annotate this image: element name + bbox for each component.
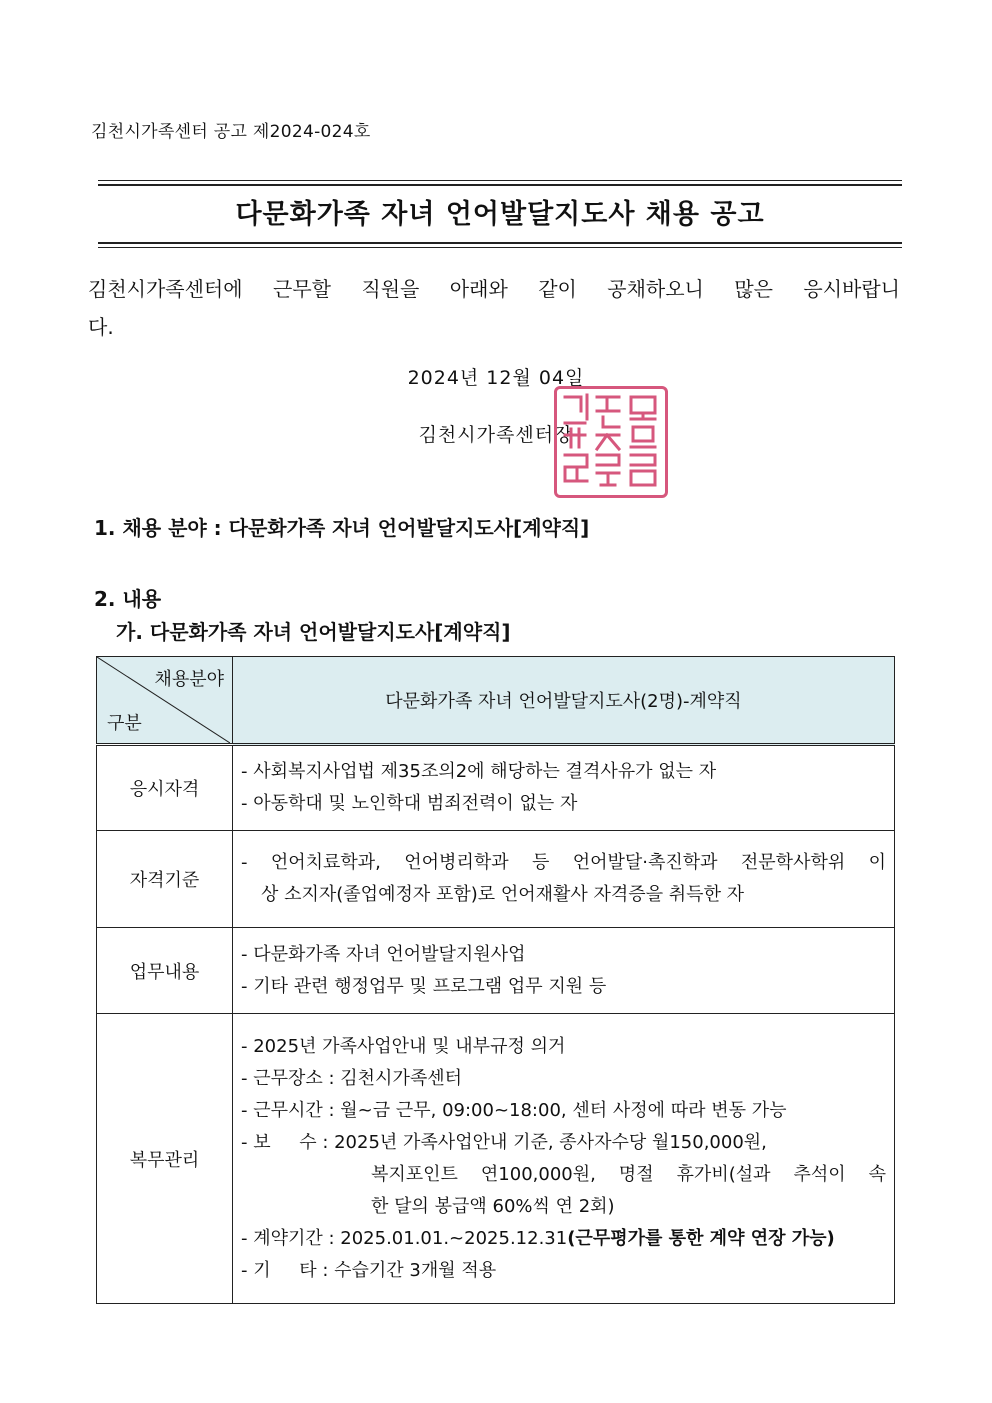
page-title: 다문화가족 자녀 언어발달지도사 채용 공고 (235, 199, 765, 230)
title-rule-top-thick (98, 184, 902, 186)
contract-period: - 계약기간 : 2025.01.01.~2025.12.31 (241, 1227, 568, 1249)
issuer-name: 김천시가족센터장 (418, 424, 574, 446)
row-label-duties: 업무내용 (97, 928, 233, 1014)
row-content-duties (233, 928, 895, 1014)
service-etc: - 기 타 : 수습기간 3개월 적용 (241, 1259, 497, 1281)
contract-extension-note: (근무평가를 통한 계약 연장 가능) (567, 1227, 835, 1249)
row-content-qualification (233, 831, 895, 928)
title-rule-top-thin (98, 180, 902, 181)
table-header-title: 다문화가족 자녀 언어발달지도사(2명)-계약직 (233, 657, 895, 745)
section-2a-heading: 가. 다문화가족 자녀 언어발달지도사[계약직] (116, 620, 511, 644)
section-2-heading: 2. 내용 (94, 587, 162, 611)
service-pay-line-1: - 보 수 : 2025년 가족사업안내 기준, 종사자수당 월150,000원, (241, 1131, 767, 1153)
service-hours: - 근무시간 : 월~금 근무, 09:00~18:00, 센터 사정에 따라 변동 가능 (241, 1099, 787, 1121)
service-place: - 근무장소 : 김천시가족센터 (241, 1067, 462, 1089)
table-row (97, 831, 895, 928)
table-row (97, 745, 895, 831)
row-content-eligibility (233, 745, 895, 831)
recruitment-table (96, 656, 895, 1304)
row-label-eligibility: 응시자격 (97, 745, 233, 831)
corner-label-bottom: 구분 (107, 713, 142, 734)
table-header-row (97, 657, 895, 745)
service-contract (241, 1223, 886, 1255)
announcement-date: 2024년 12월 04일 (407, 367, 585, 389)
diagonal-header-cell (97, 657, 233, 745)
service-basis: - 2025년 가족사업안내 및 내부규정 의거 (241, 1035, 566, 1057)
table-row (97, 1014, 895, 1304)
qualification-line-2: 상 소지자(졸업예정자 포함)로 언어재활사 자격증을 취득한 자 (261, 884, 745, 905)
row-label-service: 복무관리 (97, 1014, 233, 1304)
eligibility-line-2: - 아동학대 및 노인학대 범죄전력이 없는 자 (241, 793, 578, 814)
title-rule-bottom-thick (98, 242, 902, 244)
section-1-heading: 1. 채용 분야 : 다문화가족 자녀 언어발달지도사[계약직] (94, 516, 590, 540)
service-pay-line-3: 한 달의 봉급액 60%씩 연 2회) (371, 1195, 615, 1217)
service-pay-line-2: 복지포인트 연100,000원, 명절 휴가비(설과 추석이 속 (371, 1163, 886, 1185)
duties-line-2: - 기타 관련 행정업무 및 프로그램 업무 지원 등 (241, 975, 607, 997)
table-row (97, 928, 895, 1014)
row-label-qualification: 자격기준 (97, 831, 233, 928)
qualification-line-1: - 언어치료학과, 언어병리학과 등 언어발달·촉진학과 전문학사학위 이 (241, 852, 886, 873)
official-seal-icon (554, 386, 668, 498)
row-content-service (233, 1014, 895, 1304)
eligibility-line-1: - 사회복지사업법 제35조의2에 해당하는 결격사유가 없는 자 (241, 761, 717, 782)
intro-paragraph (88, 270, 900, 346)
duties-line-1: - 다문화가족 자녀 언어발달지원사업 (241, 943, 526, 965)
intro-line-1: 김천시가족센터에 근무할 직원을 아래와 같이 공채하오니 많은 응시바랍니 (88, 277, 900, 301)
title-rule-bottom-thin (98, 247, 902, 248)
intro-line-2: 다. (88, 315, 114, 339)
corner-label-top: 채용분야 (154, 669, 224, 690)
notice-number: 김천시가족센터 공고 제2024-024호 (91, 122, 371, 142)
